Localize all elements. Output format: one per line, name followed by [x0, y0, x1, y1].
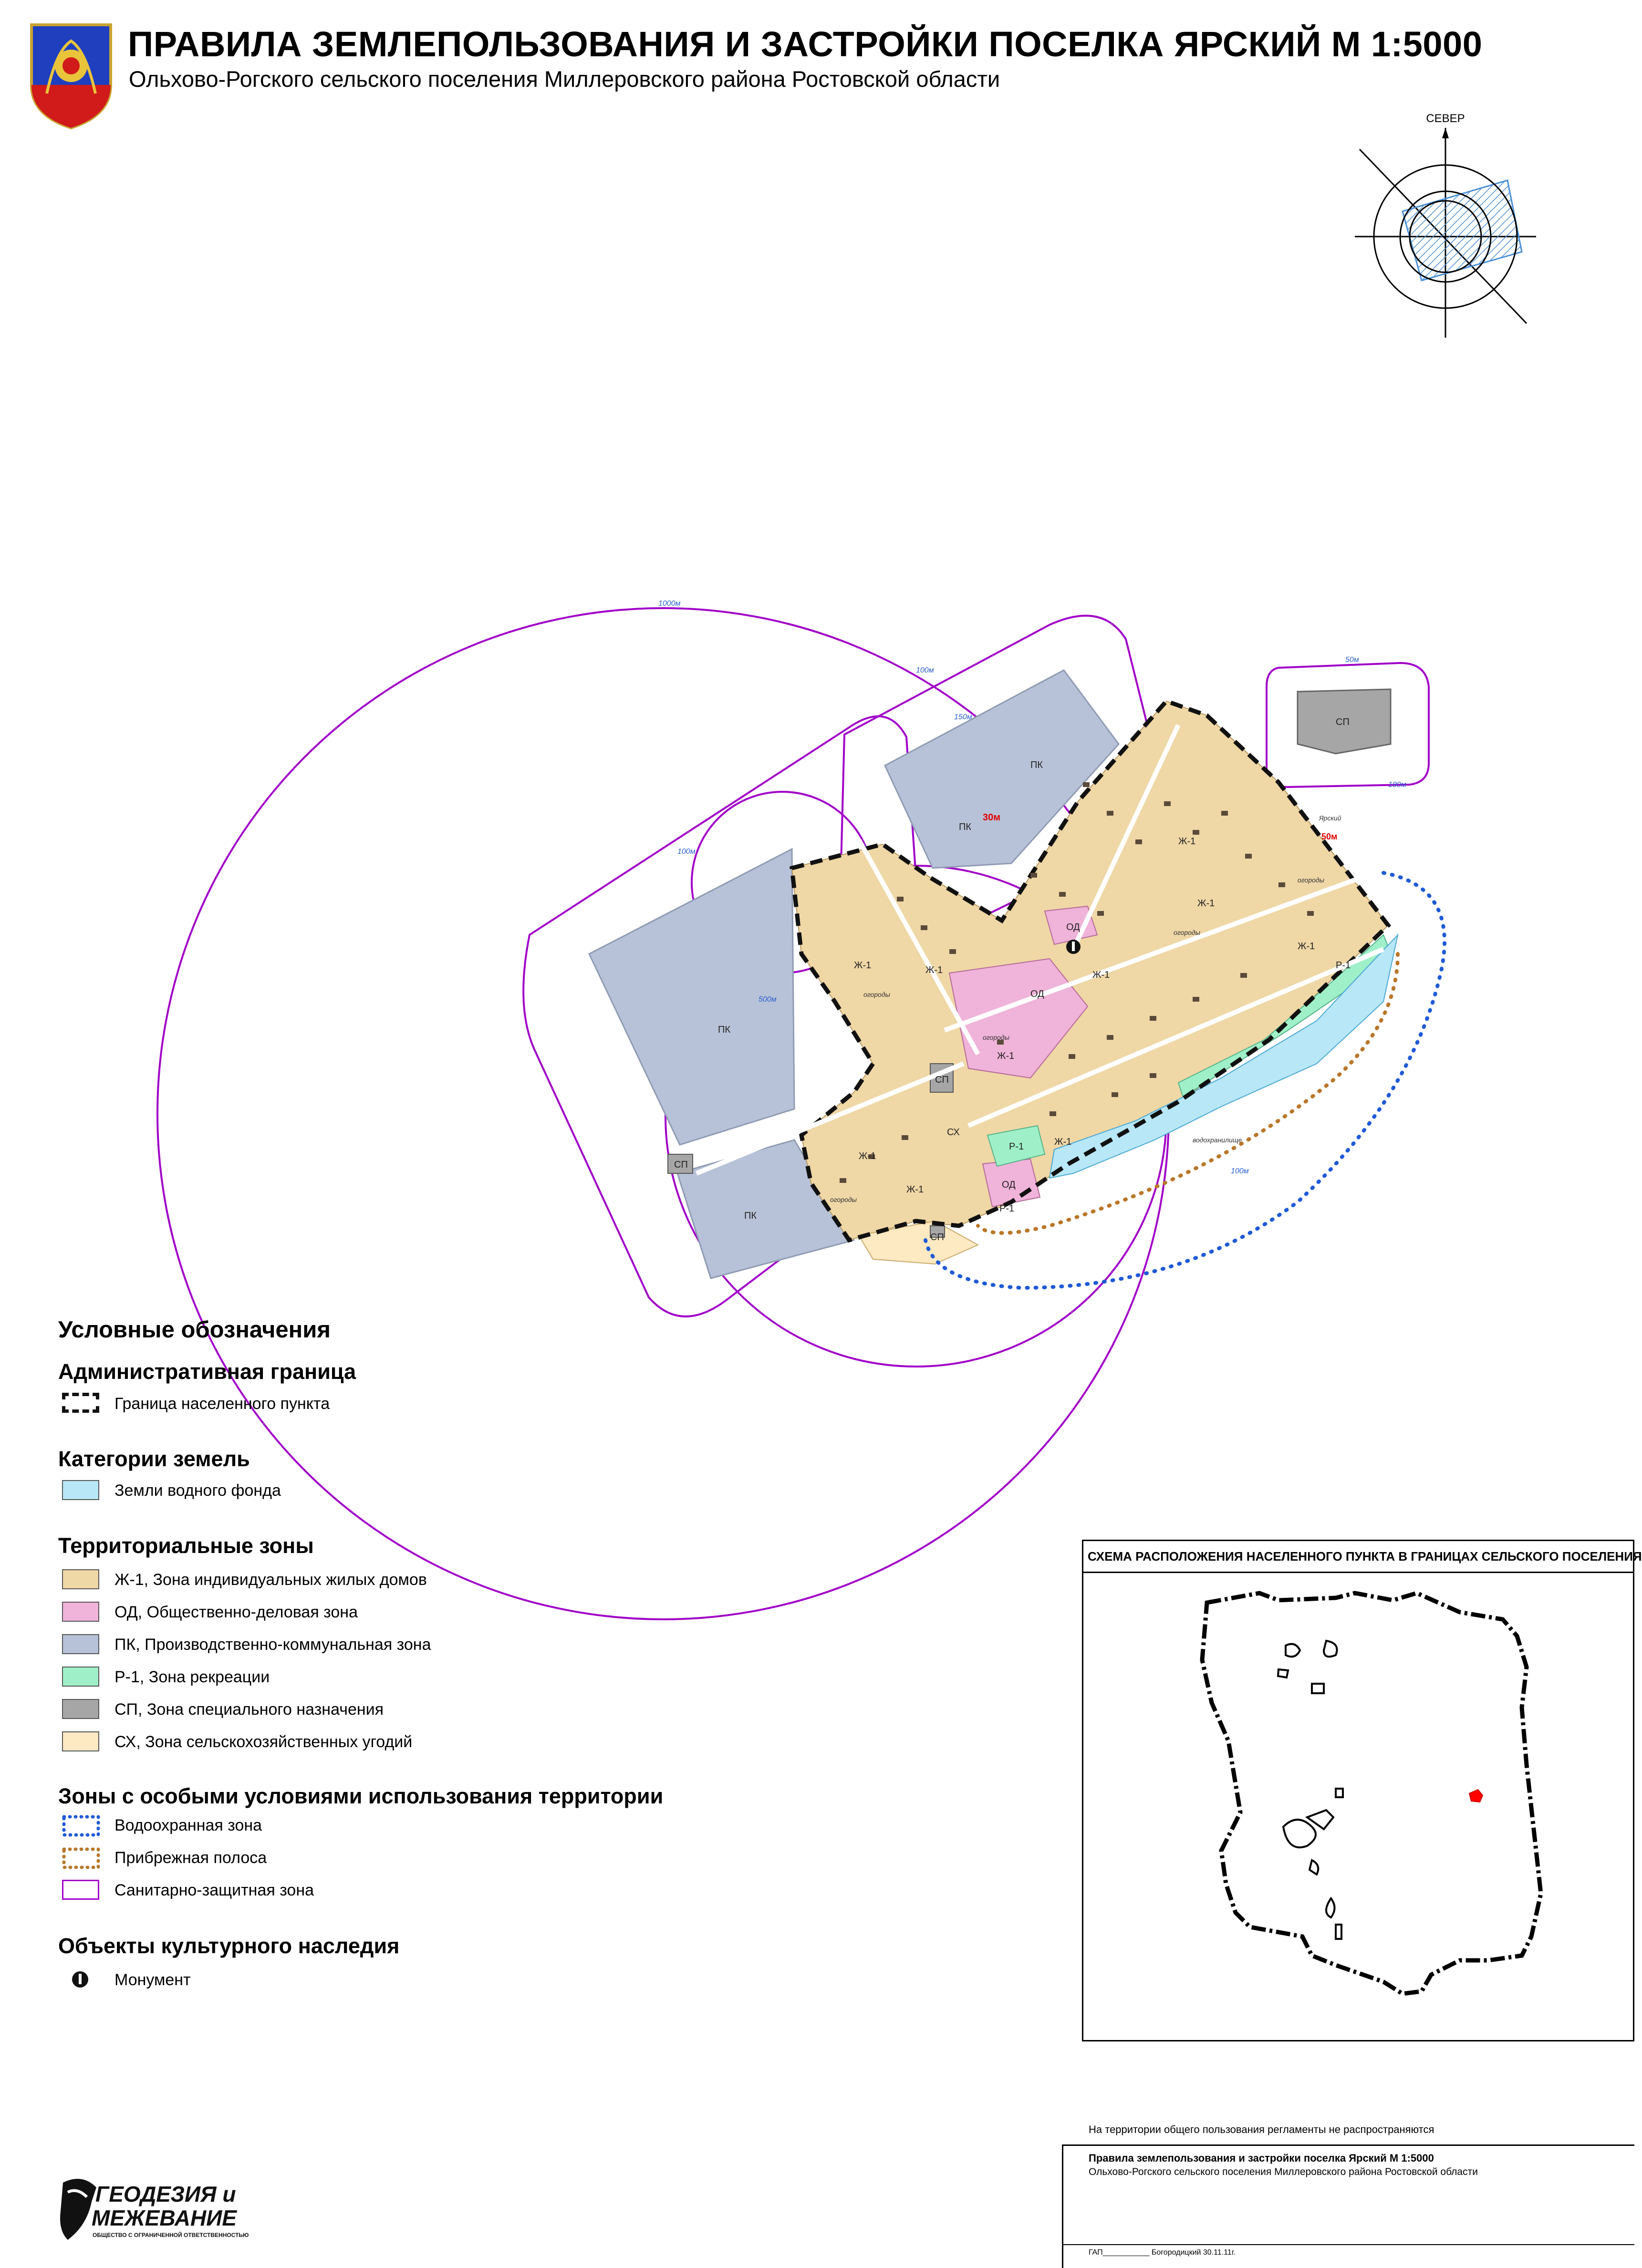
legend-label: Прибрежная полоса — [114, 1849, 267, 1867]
zone-label-zh1: Ж-1 — [1178, 836, 1196, 847]
stamp-subtitle: Ольхово-Рогского сельского поселения Миллеровского района Ростовской области — [1089, 2166, 1478, 2177]
zone-label-zh1: Ж-1 — [1298, 941, 1315, 952]
legend-swatch-r1 — [62, 1667, 99, 1687]
zone-label-od: ОД — [1002, 1180, 1016, 1190]
legend-label: Р-1, Зона рекреации — [114, 1668, 270, 1686]
place-label: огороды — [1174, 929, 1200, 936]
inset-map — [1193, 1584, 1565, 2037]
legend-swatch-zh1 — [62, 1569, 99, 1589]
svg-text:ОБЩЕСТВО С ОГРАНИЧЕННОЙ ОТВЕТС: ОБЩЕСТВО С ОГРАНИЧЕННОЙ ОТВЕТСТВЕННОСТЬЮ — [93, 2232, 249, 2238]
monument-icon — [1066, 940, 1081, 954]
zone-label-zh1: Ж-1 — [1197, 898, 1215, 909]
map-subtitle: Ольхово-Рогского сельского поселения Миллеровского района Ростовской области — [129, 66, 1000, 92]
stamp-title: Правила землепользования и застройки поселка Ярский М 1:5000 — [1089, 2152, 1434, 2164]
zone-label-zh1: Ж-1 — [859, 1151, 876, 1161]
legend-heading-admin: Административная граница — [58, 1359, 356, 1384]
legend-label: Монумент — [114, 1971, 191, 1989]
legend-label: Земли водного фонда — [114, 1481, 281, 1500]
legend-heading-special: Зоны с особыми условиями использования территории — [58, 1784, 664, 1808]
company-logo — [53, 2173, 249, 2249]
footer-note: На территории общего пользования регламенты не распространяются — [1089, 2123, 1434, 2135]
place-label: Ярский — [1319, 814, 1341, 822]
zone-label-od: ОД — [1030, 989, 1044, 999]
zone-label-pk: ПК — [744, 1211, 757, 1221]
zone-label-sp: СП — [930, 1232, 944, 1243]
legend-label: СХ, Зона сельскохозяйственных угодий — [114, 1733, 413, 1751]
legend-heading-heritage: Объекты культурного наследия — [58, 1934, 400, 1958]
legend-label: Ж-1, Зона индивидуальных жилых домов — [114, 1571, 427, 1589]
legend-label: ОД, Общественно-деловая зона — [114, 1603, 358, 1621]
legend-heading-land: Категории земель — [58, 1447, 250, 1471]
place-label: огороды — [1298, 876, 1324, 884]
zone-label-zh1: Ж-1 — [1092, 970, 1110, 980]
zone-label-pk: ПК — [718, 1025, 731, 1035]
zone-label-r1: Р-1 — [1009, 1141, 1024, 1152]
map-title: ПРАВИЛА ЗЕМЛЕПОЛЬЗОВАНИЯ И ЗАСТРОЙКИ ПОСЕЛКА ЯРСКИЙ М 1:5000 — [128, 24, 1483, 64]
distance-label: 150м — [954, 713, 972, 721]
zone-label-r1: Р-1 — [1336, 960, 1351, 971]
legend-title: Условные обозначения — [58, 1317, 331, 1343]
zone-label-pk: ПК — [959, 822, 972, 832]
legend-symbol-coastal-strip — [62, 1847, 100, 1869]
distance-label: 100м — [916, 666, 934, 674]
stamp-divider — [1062, 2244, 1634, 2245]
zone-label-zh1: Ж-1 — [925, 965, 943, 975]
legend-symbol-water-protection — [62, 1815, 100, 1837]
distance-label: 100м — [677, 848, 696, 856]
compass-rose — [1350, 109, 1541, 342]
legend-swatch-water — [62, 1480, 99, 1500]
legend-heading-zones: Территориальные зоны — [58, 1533, 314, 1558]
distance-label: 50м — [1345, 656, 1359, 664]
legend-label: ПК, Производственно-коммунальная зона — [114, 1636, 431, 1654]
inset-target-settlement-marker — [1469, 1790, 1483, 1802]
distance-label-red: 30м — [983, 812, 1001, 823]
north-label: СЕВЕР — [1426, 112, 1465, 125]
distance-label: 180м — [1388, 781, 1406, 789]
legend-label: СП, Зона специального назначения — [114, 1700, 384, 1719]
zone-label-r1: Р-1 — [999, 1203, 1015, 1214]
legend-label: Санитарно-защитная зона — [114, 1881, 314, 1899]
legend-swatch-sp — [62, 1699, 99, 1719]
zone-label-sp: СП — [674, 1160, 688, 1170]
place-label: огороды — [983, 1034, 1009, 1041]
zone-label-od: ОД — [1066, 922, 1080, 932]
zone-label-zh1: Ж-1 — [997, 1051, 1015, 1061]
settlement-district-boundary — [1202, 1593, 1541, 1994]
inset-title: СХЕМА РАСПОЛОЖЕНИЯ НАСЕЛЕННОГО ПУНКТА В ГРАНИЦАХ СЕЛЬСКОГО ПОСЕЛЕНИЯ — [1088, 1549, 1642, 1564]
svg-text:МЕЖЕВАНИЕ: МЕЖЕВАНИЕ — [92, 2206, 237, 2230]
legend-label: Водоохранная зона — [114, 1816, 262, 1834]
zone-label-sp: СП — [935, 1075, 949, 1085]
distance-label: 500м — [759, 995, 777, 1004]
zone-label-pk: ПК — [1030, 760, 1043, 770]
legend-swatch-od — [62, 1602, 99, 1622]
place-label: огороды — [863, 991, 890, 998]
coat-of-arms-emblem — [28, 22, 114, 130]
zone-label-sp: СП — [1336, 717, 1350, 727]
place-label: водохранилище — [1193, 1136, 1242, 1144]
legend-label: Граница населенного пункта — [114, 1395, 330, 1413]
inset-divider — [1082, 1572, 1634, 1573]
legend-swatch-pk — [62, 1634, 99, 1654]
stamp-signature: ГАП___________ Богородицкий 30.11.11г. — [1089, 2248, 1236, 2257]
distance-label: 100м — [1231, 1167, 1249, 1175]
legend-symbol-boundary — [62, 1393, 99, 1413]
distance-label-red: 50м — [1321, 832, 1338, 841]
legend-swatch-sx — [62, 1731, 99, 1751]
zone-label-zh1: Ж-1 — [906, 1184, 924, 1195]
monument-icon — [71, 1970, 90, 1989]
legend-symbol-sanitary — [62, 1880, 99, 1900]
zone-label-sx: СХ — [947, 1127, 960, 1138]
place-label: огороды — [830, 1196, 857, 1203]
svg-text:ГЕОДЕЗИЯ и: ГЕОДЕЗИЯ и — [95, 2182, 236, 2206]
zone-label-zh1: Ж-1 — [854, 960, 872, 971]
zone-label-zh1: Ж-1 — [1054, 1137, 1072, 1147]
distance-label: 1000м — [658, 600, 681, 608]
inset-settlements — [1278, 1641, 1343, 1939]
